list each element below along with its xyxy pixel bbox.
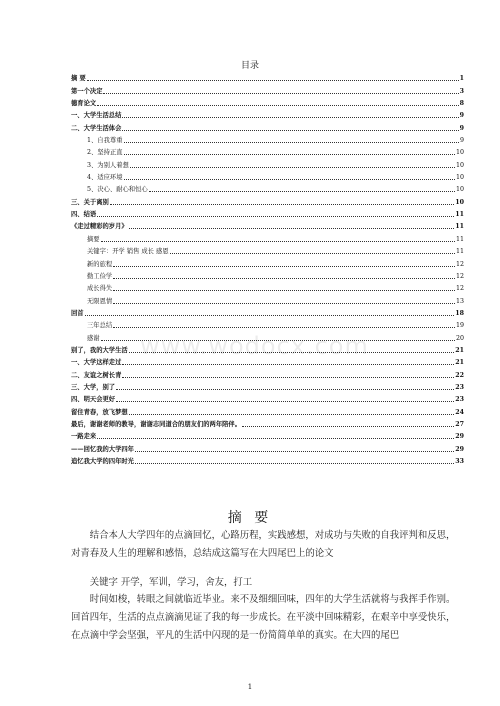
toc-entry[interactable]	[71, 317, 464, 329]
toc-entry[interactable]	[71, 428, 464, 440]
toc-entry[interactable]	[71, 156, 464, 168]
toc-entry-label: 勤工俭学	[87, 272, 113, 280]
toc-entry-page: 3	[459, 87, 464, 95]
toc-entry-page: 29	[455, 433, 464, 441]
abstract-text: 结合本人大学四年的点滴回忆，心路历程，实践感想，对成功与失败的自我评判和反思，对青春及人生的理解和感悟，总结成这篇写在大四尾巴上的论文	[71, 530, 456, 559]
toc-entry-label: 一、大学生活总结	[71, 112, 122, 120]
toc-leader-dots	[97, 105, 458, 106]
toc-entry[interactable]	[71, 453, 464, 465]
toc-leader-dots	[135, 451, 454, 452]
toc-leader-dots	[113, 290, 455, 291]
toc-leader-dots	[113, 327, 455, 328]
watermark: www.wodocx.com	[140, 332, 369, 360]
toc-entry[interactable]	[71, 268, 464, 280]
toc-leader-dots	[101, 241, 455, 242]
toc-entry-label: 三年总结	[87, 322, 113, 330]
toc-entry-page: 19	[455, 322, 464, 330]
toc-leader-dots	[97, 438, 454, 439]
toc-entry-label: 3、为别人着想	[87, 161, 129, 169]
toc-leader-dots	[124, 179, 455, 180]
toc-entry[interactable]	[71, 95, 464, 107]
toc-entry-label: 1、自我尊重	[87, 137, 123, 145]
toc-entry-page: 22	[455, 371, 464, 379]
toc-entry-label: 摘 要	[71, 75, 86, 83]
toc-entry-label: 2、坚持正直	[87, 149, 123, 157]
toc-entry-page: 10	[455, 186, 464, 194]
toc-leader-dots	[97, 216, 454, 217]
toc-entry[interactable]	[71, 391, 464, 403]
toc-entry-label: 新的旅程	[87, 260, 113, 268]
toc-entry-label: 5、决心、耐心和恒心	[87, 186, 148, 194]
toc-entry-label: 一、大学这样走过	[71, 359, 122, 367]
toc-entry-label: 感谢	[87, 334, 100, 342]
toc-entry-label: 摘要	[87, 235, 100, 243]
toc-entry-label: 德育论文	[71, 100, 97, 108]
toc-entry[interactable]	[71, 70, 464, 82]
toc-entry[interactable]	[71, 230, 464, 242]
toc-leader-dots	[113, 266, 455, 267]
toc-entry-label: 四、明天会更好	[71, 396, 116, 404]
toc-entry-page: 10	[455, 174, 464, 182]
toc-entry-page: 1	[459, 75, 464, 83]
toc-entry[interactable]	[71, 144, 464, 156]
toc-entry[interactable]	[71, 440, 464, 452]
toc-entry-label: 4、适应环境	[87, 174, 123, 182]
toc-entry[interactable]	[71, 107, 464, 119]
toc-entry-page: 8	[459, 100, 464, 108]
toc-entry-page: 24	[455, 408, 464, 416]
toc-entry[interactable]	[71, 181, 464, 193]
toc-entry[interactable]	[71, 416, 464, 428]
toc-entry-page: 33	[455, 458, 464, 465]
toc-entry-page: 10	[455, 161, 464, 169]
toc-entry[interactable]	[71, 132, 464, 144]
toc-entry-page: 9	[459, 112, 464, 120]
toc-entry[interactable]	[71, 305, 464, 317]
toc-entry-label: 留住青春，放飞梦想	[71, 408, 128, 416]
toc-entry-label: 《走过精彩的岁月》	[71, 223, 128, 231]
toc-leader-dots	[124, 142, 459, 143]
toc-entry-page: 27	[455, 420, 464, 428]
toc-entry-label: 最后，谢谢老师的教导，谢谢志同道合的朋友们的两年陪伴。	[71, 420, 242, 428]
toc-entry-page: 10	[455, 149, 464, 157]
toc-entry-label: ——回忆我的大学四年	[71, 445, 134, 453]
toc-leader-dots	[129, 228, 455, 229]
toc-entry-label: 一路走来	[71, 433, 97, 441]
abstract-title: 摘 要	[227, 510, 273, 526]
toc-leader-dots	[122, 117, 458, 118]
toc-leader-dots	[113, 303, 455, 304]
toc-entry-page: 21	[455, 359, 464, 367]
toc-entry[interactable]	[71, 193, 464, 205]
toc-entry[interactable]	[71, 280, 464, 292]
toc-entry-label: 无限恩情	[87, 297, 113, 305]
toc-leader-dots	[122, 377, 454, 378]
toc-entry[interactable]	[71, 292, 464, 304]
keywords-line: 关键字 开学，军训，学习，舍友，打工	[89, 577, 253, 588]
toc-entry-page: 21	[455, 346, 464, 354]
toc-entry-page: 20	[455, 334, 464, 342]
toc-entry-label: 别了，我的大学生活	[71, 346, 128, 354]
toc-leader-dots	[103, 93, 458, 94]
toc-entry-page: 11	[455, 223, 464, 231]
page-number: 1	[247, 683, 253, 691]
toc-entry[interactable]	[71, 82, 464, 94]
toc-leader-dots	[113, 278, 455, 279]
toc-entry-label: 第一个决定	[71, 87, 103, 95]
toc-leader-dots	[87, 80, 459, 81]
toc-leader-dots	[149, 191, 455, 192]
toc-leader-dots	[129, 414, 455, 415]
toc-entry[interactable]	[71, 366, 464, 378]
toc-leader-dots	[110, 204, 454, 205]
toc-entry-page: 23	[455, 396, 464, 404]
toc-entry-label: 二、大学生活体会	[71, 124, 122, 132]
toc-entry[interactable]	[71, 403, 464, 415]
toc-entry-page: 12	[455, 260, 464, 268]
toc-entry-label: 三、关于离别	[71, 198, 109, 206]
toc-entry-page: 12	[455, 272, 464, 280]
toc-entry-label: 三、大学，别了	[71, 383, 116, 391]
toc-leader-dots	[242, 426, 454, 427]
toc-entry[interactable]	[71, 119, 464, 131]
toc-entry-page: 9	[459, 137, 464, 145]
toc-entry-label: 回首	[71, 309, 84, 317]
toc-entry-page: 29	[455, 445, 464, 453]
toc-leader-dots	[135, 463, 454, 464]
toc-entry-page: 18	[455, 309, 464, 317]
toc-leader-dots	[122, 130, 458, 131]
toc-entry-page: 11	[455, 235, 464, 243]
toc-entry[interactable]	[71, 169, 464, 181]
toc-title: 目录	[240, 61, 259, 71]
toc-entry[interactable]	[71, 255, 464, 267]
toc-entry-label: 成长得失	[87, 285, 113, 293]
toc-leader-dots	[85, 315, 455, 316]
toc-entry-page: 11	[455, 211, 464, 219]
toc-leader-dots	[170, 253, 455, 254]
toc-entry-page: 9	[459, 124, 464, 132]
toc-entry[interactable]	[71, 206, 464, 218]
toc-entry-label: 关键字：开学 销售 成长 感恩	[87, 248, 169, 256]
table-of-contents	[71, 70, 464, 465]
toc-entry-page: 10	[455, 198, 464, 206]
toc-leader-dots	[130, 167, 455, 168]
toc-entry-page: 11	[455, 248, 464, 256]
toc-leader-dots	[124, 154, 455, 155]
body-paragraph: 时间如梭，转眼之间就临近毕业。来不及细细回味，四年的大学生活就将与我挥手作别。回首四年，生活的点点滴滴见证了我的每一步成长。在平淡中回味精彩，在艰辛中享受快乐，在点滴中学会坚强，平凡的生活中闪现的是一份简简单单的真实。在大四的尾巴	[71, 594, 456, 641]
toc-entry-page: 13	[455, 297, 464, 305]
toc-entry-label: 二、友谊之树长青	[71, 371, 122, 379]
toc-leader-dots	[122, 364, 454, 365]
toc-entry[interactable]	[71, 379, 464, 391]
toc-entry-page: 12	[455, 285, 464, 293]
toc-entry-page: 23	[455, 383, 464, 391]
toc-leader-dots	[116, 401, 454, 402]
toc-leader-dots	[116, 389, 454, 390]
toc-entry[interactable]	[71, 218, 464, 230]
toc-entry-label: 四、结语	[71, 211, 97, 219]
toc-entry-label: 追忆我大学的四年时光	[71, 458, 134, 465]
toc-entry[interactable]	[71, 243, 464, 255]
